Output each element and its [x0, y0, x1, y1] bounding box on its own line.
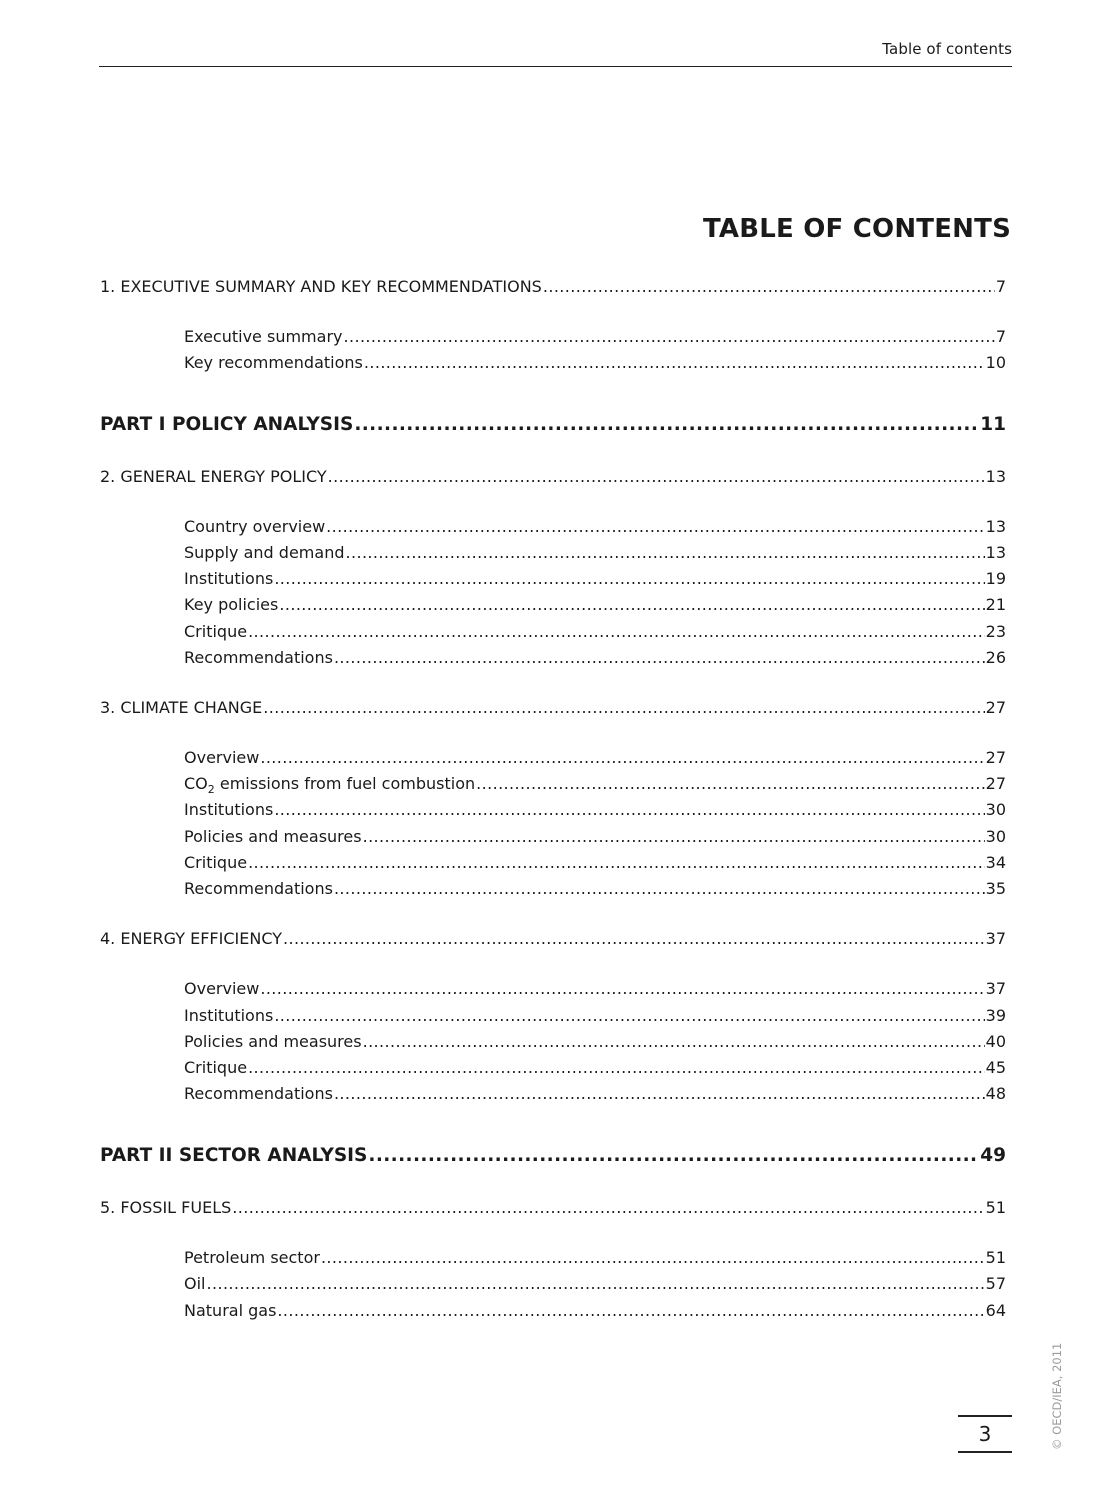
toc-chapter-5[interactable] — [100, 1197, 1006, 1219]
toc-section-institutions[interactable] — [184, 799, 1006, 821]
toc-section-natural-gas[interactable] — [184, 1300, 1006, 1322]
toc-section-overview[interactable] — [184, 978, 1006, 1000]
dot-leader — [248, 621, 985, 643]
toc-entry-page: 11 — [980, 414, 1006, 435]
dot-leader — [274, 568, 984, 590]
running-header: Table of contents — [882, 40, 1012, 58]
toc-entry-page: 27 — [985, 698, 1006, 717]
dot-leader — [543, 276, 995, 298]
toc-entry-page: 37 — [985, 929, 1006, 948]
copyright-notice: © OECD/IEA, 2011 — [1050, 1342, 1064, 1450]
toc-entry-label: Oil — [184, 1274, 206, 1293]
dot-leader — [277, 1300, 984, 1322]
toc-chapter-2[interactable] — [100, 466, 1006, 488]
table-of-contents — [100, 0, 1006, 1400]
toc-entry-label: 5. FOSSIL FUELS — [100, 1198, 232, 1217]
toc-entry-page: 57 — [985, 1274, 1006, 1293]
toc-chapter-3[interactable] — [100, 697, 1006, 719]
dot-leader — [206, 1273, 984, 1295]
dot-leader — [283, 928, 985, 950]
toc-entry-label: Recommendations — [184, 879, 333, 898]
dot-leader — [476, 773, 985, 795]
toc-entry-label: Country overview — [184, 517, 326, 536]
toc-section-overview[interactable] — [184, 747, 1006, 769]
page-number: 3 — [958, 1415, 1012, 1453]
toc-entry-label: Institutions — [184, 800, 274, 819]
toc-entry-label: Supply and demand — [184, 543, 345, 562]
toc-part-2[interactable] — [100, 1145, 1006, 1167]
toc-entry-page: 37 — [985, 979, 1006, 998]
dot-leader — [363, 1031, 985, 1053]
toc-entry-page: 39 — [985, 1006, 1006, 1025]
toc-entry-page: 7 — [995, 327, 1006, 346]
toc-section-key-recommendations[interactable] — [184, 352, 1006, 374]
toc-section-supply-demand[interactable] — [184, 542, 1006, 564]
toc-entry-label: Institutions — [184, 1006, 274, 1025]
toc-entry-page: 45 — [985, 1058, 1006, 1077]
dot-leader — [368, 1145, 979, 1167]
toc-entry-page: 49 — [980, 1145, 1006, 1166]
toc-entry-label: Overview — [184, 748, 260, 767]
toc-entry-page: 13 — [985, 543, 1006, 562]
dot-leader — [326, 516, 984, 538]
toc-entry-page: 10 — [985, 353, 1006, 372]
toc-section-country-overview[interactable] — [184, 516, 1006, 538]
toc-entry-page: 64 — [985, 1301, 1006, 1320]
toc-entry-label: 2. GENERAL ENERGY POLICY — [100, 467, 327, 486]
toc-chapter-4[interactable] — [100, 928, 1006, 950]
toc-section-recommendations[interactable] — [184, 878, 1006, 900]
toc-entry-label: Executive summary — [184, 327, 343, 346]
toc-entry-label: Policies and measures — [184, 1032, 362, 1051]
dot-leader — [263, 697, 984, 719]
toc-entry-label: Critique — [184, 622, 248, 641]
dot-leader — [334, 1083, 985, 1105]
dot-leader — [343, 326, 994, 348]
toc-section-policies-measures[interactable] — [184, 826, 1006, 848]
toc-entry-label: 3. CLIMATE CHANGE — [100, 698, 263, 717]
toc-section-recommendations[interactable] — [184, 1083, 1006, 1105]
dot-leader — [248, 852, 985, 874]
dot-leader — [354, 414, 979, 436]
toc-entry-label: PART I POLICY ANALYSIS — [100, 414, 354, 435]
toc-part-1[interactable] — [100, 414, 1006, 436]
toc-entry-page: 26 — [985, 648, 1006, 667]
dot-leader — [364, 352, 985, 374]
dot-leader — [274, 799, 984, 821]
toc-chapter-1[interactable] — [100, 276, 1006, 298]
dot-leader — [274, 1005, 984, 1027]
dot-leader — [328, 466, 985, 488]
toc-entry-page: 21 — [985, 595, 1006, 614]
toc-entry-label: 1. EXECUTIVE SUMMARY AND KEY RECOMMENDATIONS — [100, 277, 542, 296]
toc-entry-page: 27 — [985, 748, 1006, 767]
toc-entry-page: 48 — [985, 1084, 1006, 1103]
dot-leader — [363, 826, 985, 848]
dot-leader — [232, 1197, 984, 1219]
toc-entry-page: 7 — [995, 277, 1006, 296]
dot-leader — [260, 747, 984, 769]
toc-entry-label: Critique — [184, 853, 248, 872]
toc-entry-label: Policies and measures — [184, 827, 362, 846]
toc-section-critique[interactable] — [184, 621, 1006, 643]
toc-entry-label: Institutions — [184, 569, 274, 588]
dot-leader — [260, 978, 984, 1000]
dot-leader — [279, 594, 984, 616]
toc-entry-page: 13 — [985, 517, 1006, 536]
toc-section-oil[interactable] — [184, 1273, 1006, 1295]
toc-entry-label: PART II SECTOR ANALYSIS — [100, 1145, 368, 1166]
toc-section-key-policies[interactable] — [184, 594, 1006, 616]
toc-entry-label: 4. ENERGY EFFICIENCY — [100, 929, 282, 948]
toc-section-recommendations[interactable] — [184, 647, 1006, 669]
dot-leader — [334, 878, 985, 900]
toc-entry-label: Key policies — [184, 595, 279, 614]
toc-entry-label: Key recommendations — [184, 353, 363, 372]
dot-leader — [248, 1057, 985, 1079]
toc-entry-page: 51 — [985, 1248, 1006, 1267]
toc-entry-label: Overview — [184, 979, 260, 998]
toc-section-institutions[interactable] — [184, 568, 1006, 590]
page-title: TABLE OF CONTENTS — [702, 214, 1011, 244]
co2-text: CO — [184, 774, 208, 793]
toc-entry-page: 30 — [985, 800, 1006, 819]
toc-section-co2-emissions[interactable] — [184, 773, 1006, 801]
toc-entry-page: 13 — [985, 467, 1006, 486]
toc-section-executive-summary[interactable] — [184, 326, 1006, 348]
toc-section-petroleum-sector[interactable] — [184, 1247, 1006, 1269]
toc-entry-page: 27 — [985, 774, 1006, 793]
toc-entry-label: Recommendations — [184, 648, 333, 667]
toc-entry-label: Critique — [184, 1058, 248, 1077]
toc-section-policies-measures[interactable] — [184, 1031, 1006, 1053]
toc-entry-label: Natural gas — [184, 1301, 277, 1320]
toc-entry-page: 35 — [985, 879, 1006, 898]
co2-suffix: emissions from fuel combustion — [214, 774, 476, 793]
toc-section-institutions[interactable] — [184, 1005, 1006, 1027]
toc-entry-page: 23 — [985, 622, 1006, 641]
toc-section-critique[interactable] — [184, 852, 1006, 874]
toc-entry-page: 51 — [985, 1198, 1006, 1217]
toc-entry-page: 40 — [985, 1032, 1006, 1051]
toc-entry-label: Recommendations — [184, 1084, 333, 1103]
dot-leader — [334, 647, 985, 669]
dot-leader — [345, 542, 984, 564]
toc-entry-page: 34 — [985, 853, 1006, 872]
co2-subscript: 2 — [207, 783, 215, 797]
toc-entry-page: 30 — [985, 827, 1006, 846]
toc-entry-label — [184, 773, 475, 801]
dot-leader — [321, 1247, 985, 1269]
toc-section-critique[interactable] — [184, 1057, 1006, 1079]
toc-entry-label: Petroleum sector — [184, 1248, 320, 1267]
toc-entry-page: 19 — [985, 569, 1006, 588]
